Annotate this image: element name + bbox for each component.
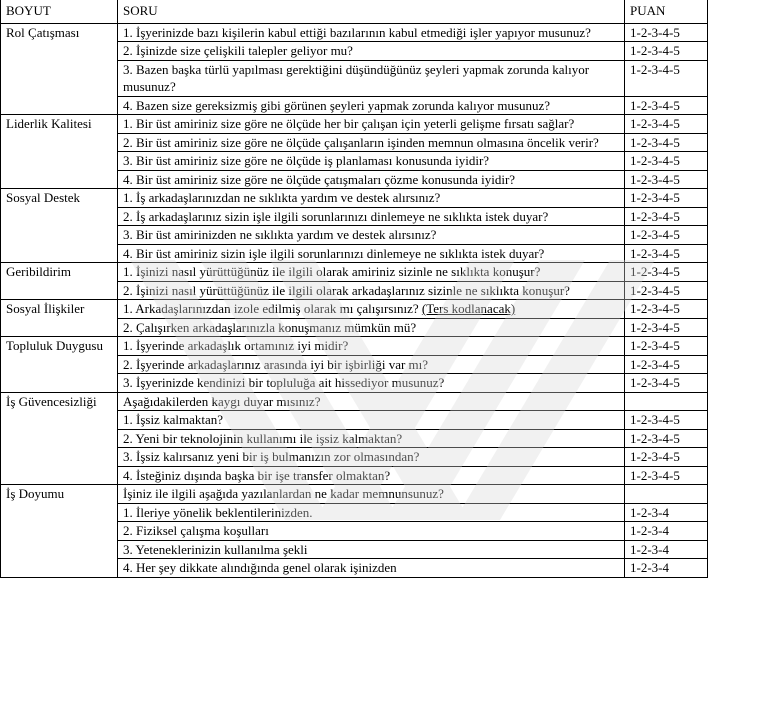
question-text: 2. Çalışırken arkadaşlarınızla konuşmanız mümkün mü? [118,318,625,337]
score-scale: 1-2-3-4 [625,540,708,559]
dimension-label: Rol Çatışması [1,23,118,115]
score-scale: 1-2-3-4-5 [625,42,708,61]
dimension-label: Topluluk Duygusu [1,337,118,393]
score-scale: 1-2-3-4 [625,559,708,578]
dimension-label: İş Güvencesizliği [1,392,118,485]
section-intro: Aşağıdakilerden kaygı duyar mısınız? [118,392,625,411]
score-scale: 1-2-3-4-5 [625,226,708,245]
score-scale: 1-2-3-4-5 [625,318,708,337]
question-text: 1. Bir üst amiriniz size göre ne ölçüde her bir çalışan için yeterli gelişme fırsatı sağlar? [118,115,625,134]
question-text: 4. Bir üst amiriniz size göre ne ölçüde çatışmaları çözme konusunda iyidir? [118,170,625,189]
empty-score-cell [625,392,708,411]
score-scale: 1-2-3-4-5 [625,374,708,393]
question-text: 3. İşsiz kalırsanız yeni bir iş bulmanızın zor olmasından? [118,448,625,467]
question-text: 2. İş arkadaşlarınız sizin işle ilgili sorunlarınızı dinlemeye ne sıklıkta istek duyar? [118,207,625,226]
dimension-label: Liderlik Kalitesi [1,115,118,189]
question-text: 1. İşinizi nasıl yürüttüğünüz ile ilgili olarak amiriniz sizinle ne sıklıkta konuşur? [118,263,625,282]
question-text: 1. İleriye yönelik beklentilerinizden. [118,503,625,522]
dimension-label: İş Doyumu [1,485,118,578]
question-text: 2. İşyerinde arkadaşlarınız arasında iyi bir işbirliği var mı? [118,355,625,374]
question-text: 3. Bir üst amirinizden ne sıklıkta yardım ve destek alırsınız? [118,226,625,245]
score-scale: 1-2-3-4-5 [625,207,708,226]
score-scale: 1-2-3-4-5 [625,133,708,152]
score-scale: 1-2-3-4-5 [625,96,708,115]
reverse-coded-note: (Ters kodlanacak) [421,301,516,316]
table-row [1,485,708,504]
table-row [1,115,708,134]
question-text: 4. Bir üst amiriniz sizin işle ilgili sorunlarınızı dinlemeye ne sıklıkta istek duyar? [118,244,625,263]
score-scale: 1-2-3-4-5 [625,466,708,485]
header-boyut: BOYUT [1,0,118,23]
score-scale: 1-2-3-4-5 [625,23,708,42]
question-text: 2. İşinizi nasıl yürüttüğünüz ile ilgili olarak arkadaşlarınız sizinle ne sıklıkta konuşur? [118,281,625,300]
score-scale: 1-2-3-4-5 [625,448,708,467]
empty-score-cell [625,485,708,504]
question-text: 1. İşyerinde arkadaşlık ortamınız iyi midir? [118,337,625,356]
score-scale: 1-2-3-4-5 [625,411,708,430]
dimension-label: Geribildirim [1,263,118,300]
question-text: 1. İşyerinizde bazı kişilerin kabul ettiği bazılarının kabul etmediği işler yapıyor musunuz? [118,23,625,42]
question-text: 1. İşsiz kalmaktan? [118,411,625,430]
score-scale: 1-2-3-4-5 [625,355,708,374]
question-text: 1. Arkadaşlarınızdan izole edilmiş olarak mı çalışırsınız? [123,301,419,316]
score-scale: 1-2-3-4-5 [625,60,708,96]
table-row [1,23,708,42]
header-puan: PUAN [625,0,708,23]
table-row [1,189,708,208]
question-text: 2. Fiziksel çalışma koşulları [118,522,625,541]
question-text: 3. Bazen başka türlü yapılması gerektiğini düşündüğünüz şeyleri yapmak zorunda kalıyor musunuz? [118,60,625,96]
question-text: 3. Yeteneklerinizin kullanılma şekli [118,540,625,559]
score-scale: 1-2-3-4-5 [625,115,708,134]
question-text: 2. Yeni bir teknolojinin kullanımı ile işsiz kalmaktan? [118,429,625,448]
header-row [1,0,708,23]
score-scale: 1-2-3-4-5 [625,337,708,356]
score-scale: 1-2-3-4 [625,522,708,541]
score-scale: 1-2-3-4-5 [625,189,708,208]
question-text: 1. İş arkadaşlarınızdan ne sıklıkta yardım ve destek alırsınız? [118,189,625,208]
score-scale: 1-2-3-4-5 [625,429,708,448]
question-text: 2. Bir üst amiriniz size göre ne ölçüde çalışanların işinden memnun olmasına öncelik verir? [118,133,625,152]
question-text: 2. İşinizde size çelişkili talepler geliyor mu? [118,42,625,61]
header-soru: SORU [118,0,625,23]
table-row [1,300,708,319]
question-text: 3. İşyerinizde kendinizi bir topluluğa ait hissediyor musunuz? [118,374,625,393]
question-text: 4. Her şey dikkate alındığında genel olarak işinizden [118,559,625,578]
score-scale: 1-2-3-4 [625,503,708,522]
score-scale: 1-2-3-4-5 [625,281,708,300]
table-row [1,337,708,356]
question-cell [118,300,625,319]
score-scale: 1-2-3-4-5 [625,170,708,189]
section-intro: İşiniz ile ilgili aşağıda yazılanlardan ne kadar memnunsunuz? [118,485,625,504]
question-text: 3. Bir üst amiriniz size göre ne ölçüde iş planlaması konusunda iyidir? [118,152,625,171]
dimension-label: Sosyal İlişkiler [1,300,118,337]
score-scale: 1-2-3-4-5 [625,263,708,282]
question-text: 4. İsteğiniz dışında başka bir işe transfer olmaktan? [118,466,625,485]
score-scale: 1-2-3-4-5 [625,244,708,263]
table-row [1,392,708,411]
table-row [1,263,708,282]
score-scale: 1-2-3-4-5 [625,300,708,319]
dimension-label: Sosyal Destek [1,189,118,263]
score-scale: 1-2-3-4-5 [625,152,708,171]
question-text: 4. Bazen size gereksizmiş gibi görünen şeyleri yapmak zorunda kalıyor musunuz? [118,96,625,115]
